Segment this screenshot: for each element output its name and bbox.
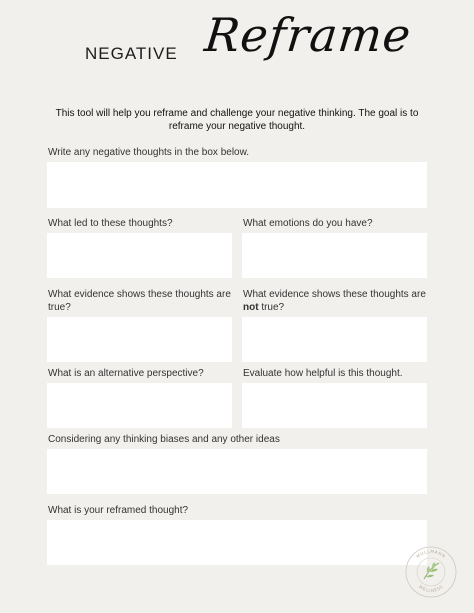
evidence-not-true-text-b: true? <box>258 301 285 313</box>
negative-thoughts-box[interactable] <box>47 162 427 208</box>
label-reframed: What is your reframed thought? <box>48 505 189 516</box>
logo-bottom-textpath: WELLNESS <box>417 583 445 594</box>
emotions-box[interactable] <box>242 233 427 278</box>
label-evidence-true: What evidence shows these thoughts are true? <box>48 289 231 313</box>
alternative-box[interactable] <box>47 383 232 428</box>
label-led-to: What led to these thoughts? <box>48 218 173 229</box>
title-reframe: Reframe <box>202 8 414 62</box>
intro-text: This tool will help you reframe and challenge your negative thinking. The goal is to reframe your negative thought. <box>55 108 419 132</box>
title-negative: NEGATIVE <box>85 44 178 63</box>
led-to-box[interactable] <box>47 233 232 278</box>
label-evaluate: Evaluate how helpful is this thought. <box>243 368 403 379</box>
biases-box[interactable] <box>47 449 427 494</box>
label-emotions: What emotions do you have? <box>243 218 373 229</box>
logo-top-textpath: MULLMANN <box>415 548 447 559</box>
logo-bottom-text <box>418 584 444 593</box>
wellness-logo <box>404 545 458 599</box>
logo-top-text <box>415 549 446 559</box>
evidence-not-true-emphasis: not <box>243 301 259 313</box>
label-negative-thoughts: Write any negative thoughts in the box below. <box>48 147 250 158</box>
evaluate-box[interactable] <box>242 383 427 428</box>
evidence-not-true-box[interactable] <box>242 317 427 362</box>
evidence-not-true-text-a: What evidence shows these thoughts are <box>243 289 426 300</box>
label-alternative: What is an alternative perspective? <box>48 368 204 379</box>
label-biases: Considering any thinking biases and any other ideas <box>48 434 280 445</box>
evidence-true-box[interactable] <box>47 317 232 362</box>
logo-inner-ring <box>417 558 445 586</box>
leaf-icon <box>424 562 439 579</box>
reframed-box[interactable] <box>47 520 427 565</box>
label-evidence-not-true <box>243 289 428 314</box>
